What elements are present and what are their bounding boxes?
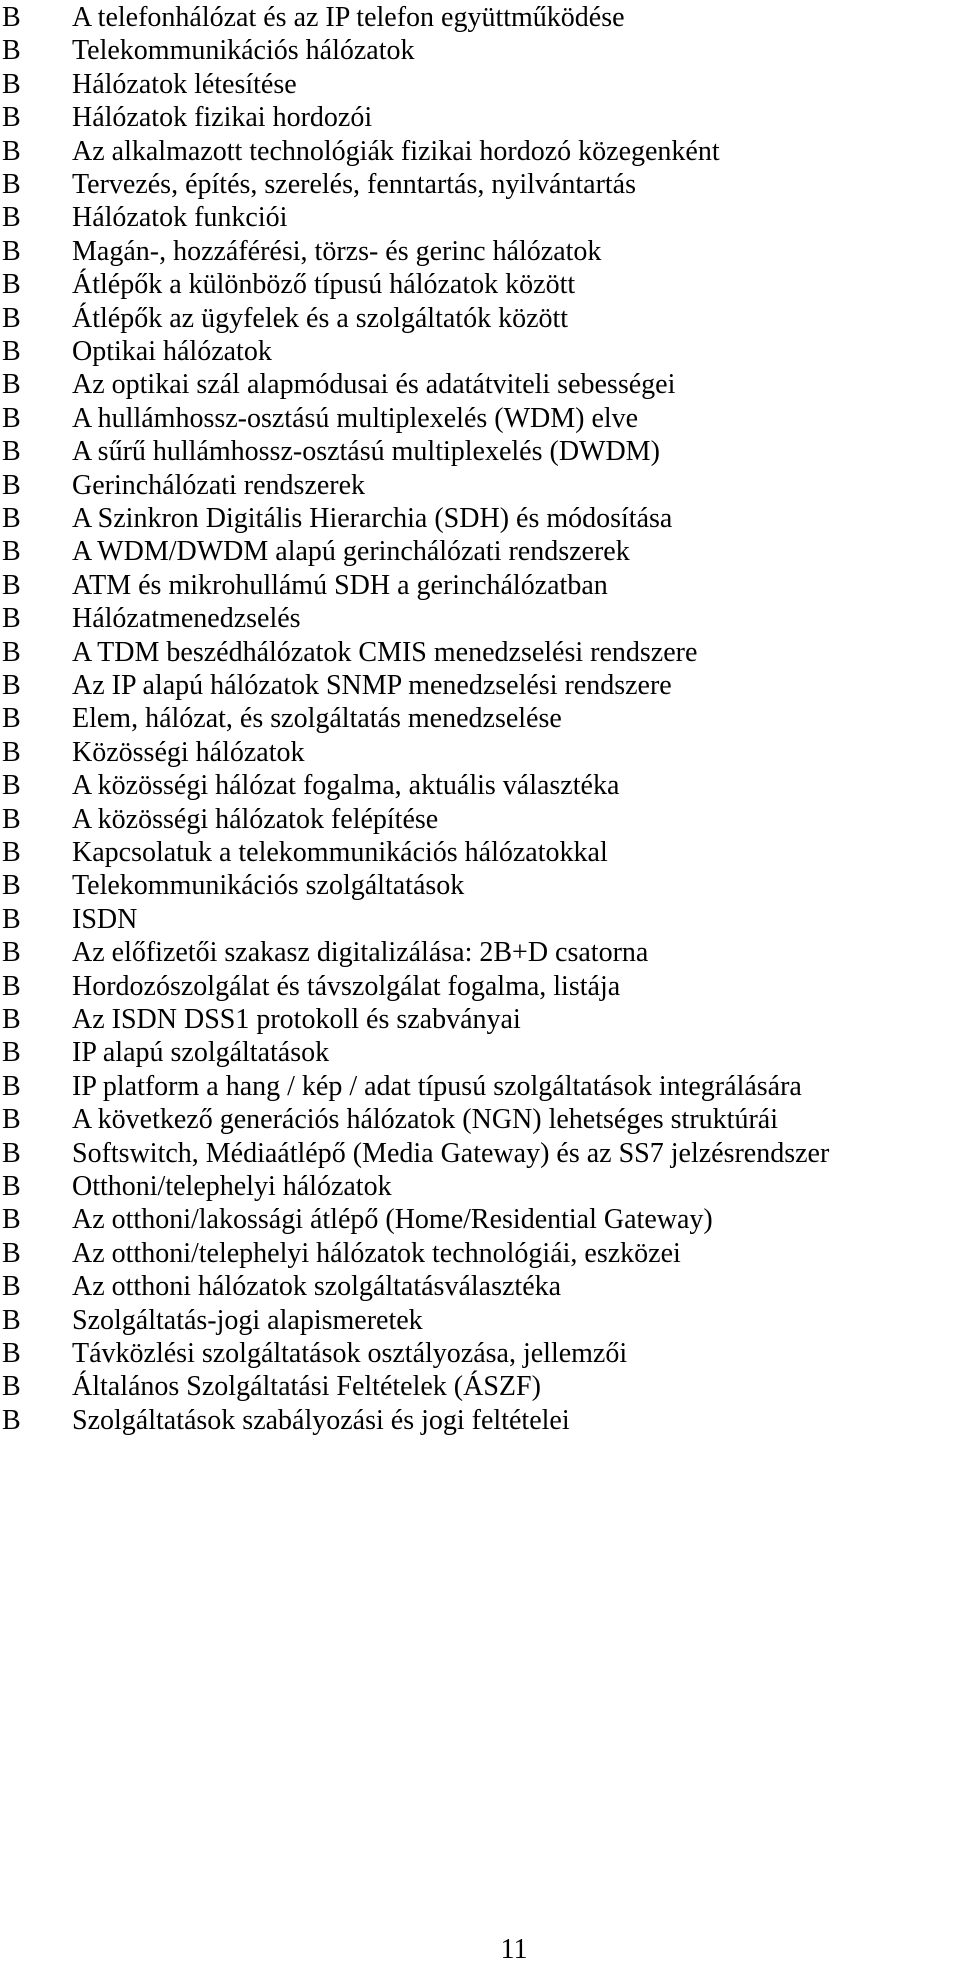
- list-item-marker: B: [2, 1037, 21, 1069]
- list-item-marker: B: [2, 469, 21, 501]
- list-item-text: Hálózatmenedzselés: [72, 603, 301, 635]
- list-item-text: A WDM/DWDM alapú gerinchálózati rendszerek: [72, 536, 630, 568]
- list-item-marker: B: [2, 402, 21, 434]
- list-item-text: Az ISDN DSS1 protokoll és szabványai: [72, 1004, 521, 1035]
- list-item-text: Szolgáltatás-jogi alapismeretek: [72, 1304, 423, 1336]
- list-item: [0, 1401, 960, 1441]
- list-item-text: Hálózatok fizikai hordozói: [72, 102, 373, 134]
- list-item-text: Átlépők az ügyfelek és a szolgáltatók között: [72, 302, 569, 334]
- list-item-text: Hordozószolgálat és távszolgálat fogalma, listája: [72, 970, 621, 1002]
- list-item-text: A közösségi hálózat fogalma, aktuális választéka: [72, 770, 620, 802]
- list-item-text: A közösségi hálózatok felépítése: [72, 803, 439, 835]
- list-item-marker: B: [2, 369, 21, 401]
- list-item-marker: B: [2, 937, 21, 969]
- list-item-text: IP alapú szolgáltatások: [72, 1037, 330, 1069]
- list-item-text: Az otthoni/telephelyi hálózatok technológiái, eszközei: [72, 1237, 681, 1269]
- list-item-marker: B: [2, 302, 21, 334]
- list-item-text: Szolgáltatások szabályozási és jogi feltételei: [72, 1404, 570, 1436]
- list-item-text: Tervezés, építés, szerelés, fenntartás, nyilvántartás: [72, 169, 637, 200]
- list-item-marker: B: [2, 670, 21, 701]
- list-item-text: ATM és mikrohullámú SDH a gerinchálózatban: [72, 569, 608, 601]
- list-item-marker: B: [2, 1070, 21, 1102]
- list-item-marker: B: [2, 1171, 21, 1202]
- list-item-text: Az alkalmazott technológiák fizikai hordozó közegenként: [72, 135, 720, 167]
- list-item-text: Telekommunikációs hálózatok: [72, 35, 415, 67]
- list-item-text: Kapcsolatuk a telekommunikációs hálózatokkal: [72, 837, 608, 868]
- list-item-marker: B: [2, 837, 21, 868]
- list-item-text: A TDM beszédhálózatok CMIS menedzselési rendszere: [72, 636, 698, 668]
- list-item-marker: B: [2, 202, 21, 234]
- list-item-marker: B: [2, 169, 21, 200]
- list-item-text: A hullámhossz-osztású multiplexelés (WDM) elve: [72, 402, 639, 434]
- list-item-text: Az optikai szál alapmódusai és adatátviteli sebességei: [72, 369, 676, 401]
- list-item-marker: B: [2, 1237, 21, 1269]
- list-item-text: Gerinchálózati rendszerek: [72, 469, 366, 501]
- list-item-text: A Szinkron Digitális Hierarchia (SDH) és módosítása: [72, 503, 673, 534]
- list-item-text: IP platform a hang / kép / adat típusú szolgáltatások integrálására: [72, 1070, 802, 1102]
- list-item-marker: B: [2, 870, 21, 902]
- list-item-marker: B: [2, 736, 21, 768]
- list-item-marker: B: [2, 35, 21, 67]
- list-item-text: Magán-, hozzáférési, törzs- és gerinc hálózatok: [72, 235, 602, 267]
- list-item-marker: B: [2, 503, 21, 534]
- list-item-marker: B: [2, 336, 21, 367]
- list-item-text: Az IP alapú hálózatok SNMP menedzselési rendszere: [72, 670, 672, 701]
- list-item-text: A telefonhálózat és az IP telefon együttműködése: [72, 2, 625, 33]
- list-item-text: Otthoni/telephelyi hálózatok: [72, 1171, 392, 1202]
- list-item-text: Távközlési szolgáltatások osztályozása, jellemzői: [72, 1338, 628, 1369]
- list-item-marker: B: [2, 1338, 21, 1369]
- list-item-marker: B: [2, 1404, 21, 1436]
- list-item-marker: B: [2, 1304, 21, 1336]
- list-item-marker: B: [2, 68, 21, 100]
- list-item-text: Elem, hálózat, és szolgáltatás menedzselése: [72, 703, 562, 735]
- list-item-text: Általános Szolgáltatási Feltételek (ÁSZF): [72, 1371, 541, 1403]
- list-item-marker: B: [2, 770, 21, 802]
- list-item-marker: B: [2, 536, 21, 568]
- list-item-marker: B: [2, 1371, 21, 1403]
- list-item-marker: B: [2, 603, 21, 635]
- list-item-text: Az otthoni hálózatok szolgáltatásválasztéka: [72, 1271, 562, 1303]
- list-item-marker: B: [2, 903, 21, 935]
- list-item-marker: B: [2, 436, 21, 468]
- list-item-marker: B: [2, 803, 21, 835]
- list-item-text: Softswitch, Médiaátlépő (Media Gateway) és az SS7 jelzésrendszer: [72, 1137, 830, 1169]
- list-item-marker: B: [2, 102, 21, 134]
- list-item-marker: B: [2, 970, 21, 1002]
- list-item-text: Az otthoni/lakossági átlépő (Home/Residential Gateway): [72, 1204, 713, 1236]
- list-item-marker: B: [2, 269, 21, 301]
- list-item-text: ISDN: [72, 903, 138, 935]
- list-item-text: A sűrű hullámhossz-osztású multiplexelés (DWDM): [72, 436, 660, 468]
- list-item-text: Az előfizetői szakasz digitalizálása: 2B+D csatorna: [72, 937, 649, 969]
- list-item-marker: B: [2, 703, 21, 735]
- list-item-marker: B: [2, 1271, 21, 1303]
- list-item-text: Hálózatok funkciói: [72, 202, 288, 234]
- list-item-marker: B: [2, 569, 21, 601]
- list-item-text: Átlépők a különböző típusú hálózatok között: [72, 269, 576, 301]
- list-item-text: Közösségi hálózatok: [72, 736, 305, 768]
- list-item-marker: B: [2, 636, 21, 668]
- list-item-marker: B: [2, 1004, 21, 1035]
- list-item-marker: B: [2, 2, 21, 33]
- list-item-text: Telekommunikációs szolgáltatások: [72, 870, 465, 902]
- page-number: 11: [500, 1934, 528, 1965]
- list-item-text: Optikai hálózatok: [72, 336, 272, 367]
- list-item-marker: B: [2, 135, 21, 167]
- list-item-marker: B: [2, 1104, 21, 1136]
- list-item-marker: B: [2, 235, 21, 267]
- list-item-marker: B: [2, 1204, 21, 1236]
- list-item-text: A következő generációs hálózatok (NGN) lehetséges struktúrái: [72, 1104, 778, 1136]
- list-item-text: Hálózatok létesítése: [72, 68, 297, 100]
- list-item-marker: B: [2, 1137, 21, 1169]
